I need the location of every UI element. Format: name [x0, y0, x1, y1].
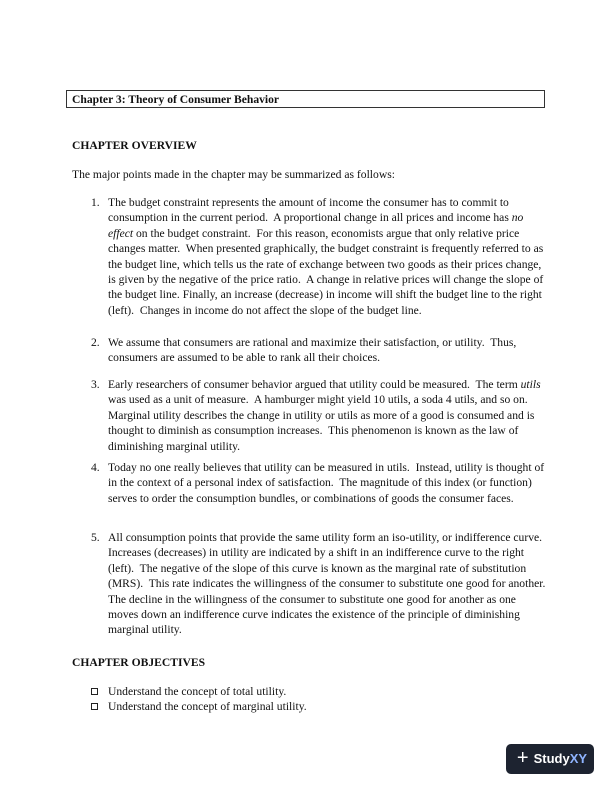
- point-number: 4.: [91, 461, 100, 474]
- overview-point: [91, 335, 549, 366]
- overview-point: [91, 377, 549, 454]
- point-text: We assume that consumers are rational and maximize their satisfaction, or utility. Thus, consumers are assumed to be able to rank all their choices.: [108, 336, 517, 365]
- objectives-list: [91, 684, 551, 714]
- overview-point: [91, 460, 549, 506]
- point-text: All consumption points that provide the same utility form an iso-utility, or indifference curve. Increases (decreases) in utility are indicated by a shift in an indifference curve to the right (left). The negative of the slope of this curve is known as the marginal rate of substitution (MRS). This rate indicates the willingness of the consumer to substitute one good for another. The decline in the willingness of the consumer to substitute one good for another as one moves down an indifference curve indicates the existence of the principle of diminishing marginal utility.: [108, 531, 549, 637]
- checkbox-bullet-icon: [91, 688, 98, 695]
- point-number: 5.: [91, 531, 100, 544]
- point-number: 1.: [91, 196, 100, 209]
- overview-point: [91, 195, 549, 318]
- brand-accent: XY: [569, 751, 588, 767]
- brand-main: Study: [533, 751, 570, 767]
- point-number: 2.: [91, 336, 100, 349]
- objective-item: [91, 699, 551, 714]
- objectives-heading: CHAPTER OBJECTIVES: [72, 656, 206, 669]
- point-number: 3.: [91, 378, 100, 391]
- objective-text: Understand the concept of marginal utility.: [108, 700, 307, 713]
- overview-point: [91, 530, 549, 638]
- objective-item: [91, 684, 551, 699]
- objective-text: Understand the concept of total utility.: [108, 685, 287, 698]
- brand-name: [534, 751, 587, 766]
- point-text: The budget constraint represents the amount of income the consumer has to commit to consumption in the current period. A proportional change in all prices and income has no effect on the budget constraint. For this reason, economists argue that only relative price changes matter. When presented graphically, the budget constraint is frequently referred to as the budget line, which tells us the rate of exchange between two goods as their prices change, is given by the negative of the price ratio. A change in relative prices will change the slope of the budget line. Finally, an increase (decrease) in income will shift the budget line to the right (left). Changes in income do not affect the slope of the budget line.: [108, 196, 544, 317]
- studyxy-badge[interactable]: [506, 744, 594, 774]
- point-text: Today no one really believes that utility can be measured in utils. Instead, utility is thought of in the context of a personal index of satisfaction. The magnitude of this index (or function) serves to order the consumption bundles, or combinations of goods the consumer faces.: [108, 461, 545, 505]
- point-text: Early researchers of consumer behavior argued that utility could be measured. The term utils was used as a unit of measure. A hamburger might yield 10 utils, a soda 4 utils, and so on. Marginal utility describes the change in utility or utils as more of a good is consumed and is thought to diminish as consumption increases. This phenomenon is known as the law of diminishing marginal utility.: [108, 378, 541, 453]
- checkbox-bullet-icon: [91, 703, 98, 710]
- plus-icon: +: [516, 747, 529, 769]
- chapter-title: Chapter 3: Theory of Consumer Behavior: [66, 90, 545, 108]
- overview-intro: The major points made in the chapter may be summarized as follows:: [72, 168, 395, 181]
- overview-heading: CHAPTER OVERVIEW: [72, 139, 197, 152]
